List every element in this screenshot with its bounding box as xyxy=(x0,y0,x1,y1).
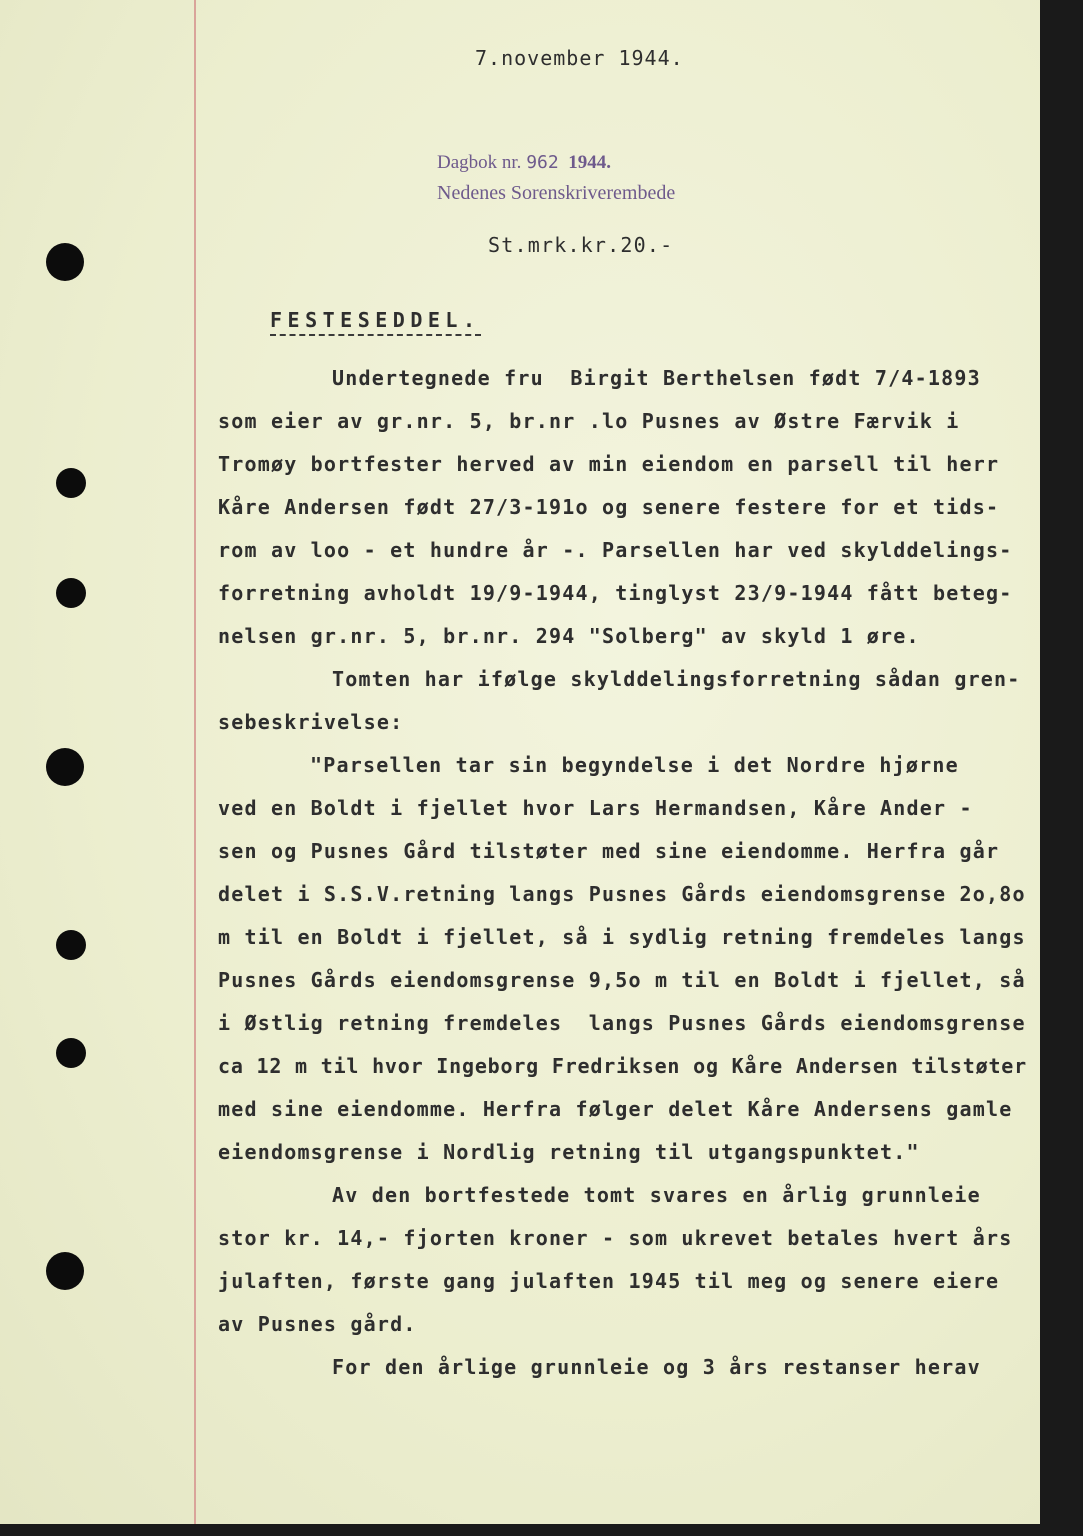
punch-hole xyxy=(56,1038,86,1068)
text-line: delet i S.S.V.retning langs Pusnes Gårds eiendomsgrense 2o,8o xyxy=(218,882,1026,906)
text-line: "Parsellen tar sin begyndelse i det Nordre hjørne xyxy=(310,753,959,777)
text-line: sebeskrivelse: xyxy=(218,710,404,734)
text-line: av Pusnes gård. xyxy=(218,1312,417,1336)
journal-stamp xyxy=(437,152,611,174)
text-line: Kåre Andersen født 27/3-191o og senere festere for et tids- xyxy=(218,495,1000,519)
text-line: som eier av gr.nr. 5, br.nr .lo Pusnes av Østre Færvik i xyxy=(218,409,960,433)
text-line: ved en Boldt i fjellet hvor Lars Hermandsen, Kåre Ander - xyxy=(218,796,973,820)
office-stamp: Nedenes Sorenskriverembede xyxy=(437,182,676,204)
text-line: eiendomsgrense i Nordlig retning til utgangspunktet." xyxy=(218,1140,920,1164)
stamp-fee: St.mrk.kr.20.- xyxy=(488,233,674,257)
journal-year: 1944. xyxy=(568,152,611,173)
text-line: Tromøy bortfester herved av min eiendom en parsell til herr xyxy=(218,452,1000,476)
text-line: med sine eiendomme. Herfra følger delet Kåre Andersens gamle xyxy=(218,1097,1013,1121)
text-line: Tomten har ifølge skylddelingsforretning sådan gren- xyxy=(332,667,1021,691)
journal-number: 962 xyxy=(526,152,559,173)
text-line: forretning avholdt 19/9-1944, tinglyst 23/9-1944 fått beteg- xyxy=(218,581,1013,605)
punch-hole xyxy=(56,930,86,960)
document-heading: FESTESEDDEL. xyxy=(270,308,481,336)
text-line: rom av loo - et hundre år -. Parsellen har ved skylddelings- xyxy=(218,538,1013,562)
text-line: nelsen gr.nr. 5, br.nr. 294 "Solberg" av skyld 1 øre. xyxy=(218,624,920,648)
punch-hole xyxy=(46,243,84,281)
text-line: ca 12 m til hvor Ingeborg Fredriksen og Kåre Andersen tilstøter xyxy=(218,1054,1027,1078)
margin-line xyxy=(194,0,196,1524)
journal-label: Dagbok nr. xyxy=(437,152,522,173)
punch-hole xyxy=(56,578,86,608)
text-line: stor kr. 14,- fjorten kroner - som ukrevet betales hvert års xyxy=(218,1226,1013,1250)
punch-hole xyxy=(46,1252,84,1290)
text-line: Pusnes Gårds eiendomsgrense 9,5o m til en Boldt i fjellet, så xyxy=(218,968,1026,992)
punch-hole xyxy=(46,748,84,786)
text-line: Undertegnede fru Birgit Berthelsen født 7/4-1893 xyxy=(332,366,981,390)
text-line: Av den bortfestede tomt svares en årlig grunnleie xyxy=(332,1183,981,1207)
text-line: For den årlige grunnleie og 3 års restanser herav xyxy=(332,1355,981,1379)
text-line: julaften, første gang julaften 1945 til meg og senere eiere xyxy=(218,1269,1000,1293)
text-line: i Østlig retning fremdeles langs Pusnes Gårds eiendomsgrense xyxy=(218,1011,1026,1035)
document-date: 7.november 1944. xyxy=(475,46,684,70)
text-line: m til en Boldt i fjellet, så i sydlig retning fremdeles langs xyxy=(218,925,1026,949)
text-line: sen og Pusnes Gård tilstøter med sine eiendomme. Herfra går xyxy=(218,839,1000,863)
punch-hole xyxy=(56,468,86,498)
